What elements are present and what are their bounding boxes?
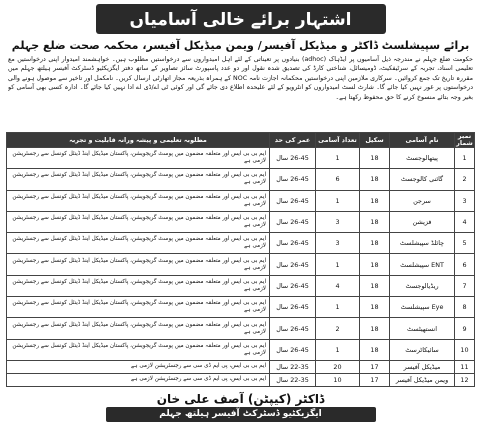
header-post-name: نام آسامی xyxy=(390,133,455,148)
cell-post-name: فزیشن xyxy=(390,211,455,232)
cell-requirements: ایم بی بی ایس، پی ایم ڈی سی سے رجسٹریشن لازمی ہے xyxy=(7,360,270,373)
cell-posts-count: 10 xyxy=(316,373,360,386)
cell-serial: 9 xyxy=(455,318,475,339)
table-row xyxy=(7,254,475,275)
header-requirements: مطلوبہ تعلیمی و پیشہ ورانہ قابلیت و تجربہ xyxy=(7,133,270,148)
cell-age-limit: 26-45 سال xyxy=(270,169,316,190)
cell-serial: 7 xyxy=(455,275,475,296)
cell-age-limit: 26-45 سال xyxy=(270,275,316,296)
cell-requirements: ایم بی بی ایس اور متعلقہ مضمون میں پوسٹ گریجویشن، پاکستان میڈیکل اینڈ ڈینٹل کونسل سے رجسٹریشن لازمی ہے xyxy=(7,297,270,318)
table-row xyxy=(7,297,475,318)
cell-requirements: ایم بی بی ایس اور متعلقہ مضمون میں پوسٹ گریجویشن، پاکستان میڈیکل اینڈ ڈینٹل کونسل سے رجسٹریشن لازمی ہے xyxy=(7,190,270,211)
cell-post-name: پیتھالوجسٹ xyxy=(390,148,455,169)
cell-posts-count: 1 xyxy=(316,339,360,360)
cell-age-limit: 26-45 سال xyxy=(270,233,316,254)
cell-scale: 18 xyxy=(360,148,390,169)
cell-posts-count: 3 xyxy=(316,211,360,232)
cell-scale: 18 xyxy=(360,297,390,318)
cell-post-name: ENT سپیشلسٹ xyxy=(390,254,455,275)
cell-requirements: ایم بی بی ایس اور متعلقہ مضمون میں پوسٹ گریجویشن، پاکستان میڈیکل اینڈ ڈینٹل کونسل سے رجسٹریشن لازمی ہے xyxy=(7,233,270,254)
cell-posts-count: 1 xyxy=(316,148,360,169)
cell-posts-count: 1 xyxy=(316,254,360,275)
cell-age-limit: 26-45 سال xyxy=(270,339,316,360)
cell-requirements: ایم بی بی ایس اور متعلقہ مضمون میں پوسٹ گریجویشن، پاکستان میڈیکل اینڈ ڈینٹل کونسل سے رجسٹریشن لازمی ہے xyxy=(7,169,270,190)
cell-age-limit: 26-45 سال xyxy=(270,254,316,275)
cell-serial: 11 xyxy=(455,360,475,373)
cell-age-limit: 26-45 سال xyxy=(270,211,316,232)
cell-age-limit: 22-35 سال xyxy=(270,373,316,386)
cell-requirements: ایم بی بی ایس اور متعلقہ مضمون میں پوسٹ گریجویشن، پاکستان میڈیکل اینڈ ڈینٹل کونسل سے رجسٹریشن لازمی ہے xyxy=(7,318,270,339)
cell-requirements: ایم بی بی ایس اور متعلقہ مضمون میں پوسٹ گریجویشن، پاکستان میڈیکل اینڈ ڈینٹل کونسل سے رجسٹریشن لازمی ہے xyxy=(7,339,270,360)
cell-post-name: انستھیٹسٹ xyxy=(390,318,455,339)
cell-scale: 18 xyxy=(360,233,390,254)
table-header-row xyxy=(7,133,475,148)
cell-scale: 18 xyxy=(360,190,390,211)
cell-serial: 8 xyxy=(455,297,475,318)
vacancies-table xyxy=(6,132,475,387)
cell-age-limit: 26-45 سال xyxy=(270,190,316,211)
cell-posts-count: 3 xyxy=(316,233,360,254)
cell-posts-count: 2 xyxy=(316,318,360,339)
table-row xyxy=(7,275,475,296)
table-row xyxy=(7,233,475,254)
cell-post-name: ریڈیالوجسٹ xyxy=(390,275,455,296)
table-row xyxy=(7,148,475,169)
cell-serial: 6 xyxy=(455,254,475,275)
cell-scale: 18 xyxy=(360,254,390,275)
cell-scale: 18 xyxy=(360,318,390,339)
cell-posts-count: 6 xyxy=(316,169,360,190)
ad-title-banner: اشتہار برائے خالی آسامیاں xyxy=(96,4,386,34)
cell-scale: 17 xyxy=(360,373,390,386)
header-posts-count: تعداد آسامی xyxy=(316,133,360,148)
cell-scale: 18 xyxy=(360,275,390,296)
table-row xyxy=(7,373,475,386)
cell-serial: 3 xyxy=(455,190,475,211)
cell-requirements: ایم بی بی ایس اور متعلقہ مضمون میں پوسٹ گریجویشن، پاکستان میڈیکل اینڈ ڈینٹل کونسل سے رجسٹریشن لازمی ہے xyxy=(7,148,270,169)
cell-requirements: ایم بی بی ایس اور متعلقہ مضمون میں پوسٹ گریجویشن، پاکستان میڈیکل اینڈ ڈینٹل کونسل سے رجسٹریشن لازمی ہے xyxy=(7,211,270,232)
cell-scale: 18 xyxy=(360,211,390,232)
table-row xyxy=(7,360,475,373)
cell-scale: 18 xyxy=(360,169,390,190)
ad-subtitle: برائے سپیشلسٹ ڈاکٹر و میڈیکل آفیسر/ ویمن میڈیکل آفیسر، محکمہ صحت ضلع جہلم xyxy=(11,39,470,52)
cell-post-name: ویمن میڈیکل آفیسر xyxy=(390,373,455,386)
cell-posts-count: 4 xyxy=(316,275,360,296)
cell-serial: 12 xyxy=(455,373,475,386)
cell-post-name: سائیکاٹرسٹ xyxy=(390,339,455,360)
cell-posts-count: 1 xyxy=(316,297,360,318)
table-row xyxy=(7,169,475,190)
cell-scale: 17 xyxy=(360,360,390,373)
cell-posts-count: 20 xyxy=(316,360,360,373)
cell-requirements: ایم بی بی ایس، پی ایم ڈی سی سے رجسٹریشن لازمی ہے xyxy=(7,373,270,386)
cell-post-name: گائنی کالوجسٹ xyxy=(390,169,455,190)
cell-serial: 5 xyxy=(455,233,475,254)
signatory-name: ڈاکٹر (کیپٹن) آصف علی خان xyxy=(156,391,325,406)
cell-post-name: چائلڈ سپیشلسٹ xyxy=(390,233,455,254)
cell-serial: 1 xyxy=(455,148,475,169)
cell-post-name: Eye سپیشلسٹ xyxy=(390,297,455,318)
table-row xyxy=(7,339,475,360)
cell-post-name: سرجن xyxy=(390,190,455,211)
cell-scale: 18 xyxy=(360,339,390,360)
cell-posts-count: 1 xyxy=(316,190,360,211)
header-age-limit: عمر کی حد xyxy=(270,133,316,148)
cell-age-limit: 26-45 سال xyxy=(270,318,316,339)
cell-serial: 2 xyxy=(455,169,475,190)
header-serial: نمبر شمار xyxy=(456,132,473,147)
cell-requirements: ایم بی بی ایس اور متعلقہ مضمون میں پوسٹ گریجویشن، پاکستان میڈیکل اینڈ ڈینٹل کونسل سے رجسٹریشن لازمی ہے xyxy=(7,254,270,275)
cell-requirements: ایم بی بی ایس اور متعلقہ مضمون میں پوسٹ گریجویشن، پاکستان میڈیکل اینڈ ڈینٹل کونسل سے رجسٹریشن لازمی ہے xyxy=(7,275,270,296)
cell-serial: 4 xyxy=(455,211,475,232)
cell-serial: 10 xyxy=(455,339,475,360)
table-row xyxy=(7,190,475,211)
cell-age-limit: 22-35 سال xyxy=(270,360,316,373)
signature-block xyxy=(106,391,376,422)
intro-paragraph: حکومت ضلع جہلم نے مندرجہ ذیل آسامیوں پر ایڈہاک (adhoc) بنیادوں پر تعیناتی کے لئے اہل امیدواروں سے درخواستیں مطلوب ہیں۔ خواہشمند امیدوار اپنی درخواستیں مع تعلیمی اسناد، تجربہ کے سرٹیفکیٹ، ڈومیسائل، شناختی کارڈ کی تصدیق شدہ نقول اور دو عدد پاسپورٹ سائز تصاویر کے ساتھ دفتر ایگزیکٹیو ڈسٹرکٹ آفیسر ہیلتھ جہلم میں مقررہ تاریخ تک جمع کروائیں۔ سرکاری ملازمین اپنی درخواستیں محکمانہ اجازت نامہ NOC کے ہمراہ بذریعہ مجاز اتھارٹی ارسال کریں۔ نامکمل اور تاخیر سے موصول ہونے والی درخواستوں پر غور نہیں کیا جائے گا۔ شارٹ لسٹ امیدواروں کو انٹرویو کے لئے علیحدہ اطلاع دی جائے گی اور کوئی ٹی اے/ڈی اے ادا نہیں کیا جائے گا۔ ادارہ کسی بھی آسامی کو بغیر وجہ بتائے منسوخ کرنے کا حق محفوظ رکھتا ہے۔ xyxy=(8,56,473,101)
cell-age-limit: 26-45 سال xyxy=(270,148,316,169)
cell-post-name: میڈیکل آفیسر xyxy=(390,360,455,373)
header-scale: سکیل xyxy=(360,133,390,148)
table-row xyxy=(7,318,475,339)
table-row xyxy=(7,211,475,232)
cell-age-limit: 26-45 سال xyxy=(270,297,316,318)
signatory-designation: ایگزیکٹیو ڈسٹرکٹ آفیسر ہیلتھ جہلم xyxy=(106,407,376,422)
